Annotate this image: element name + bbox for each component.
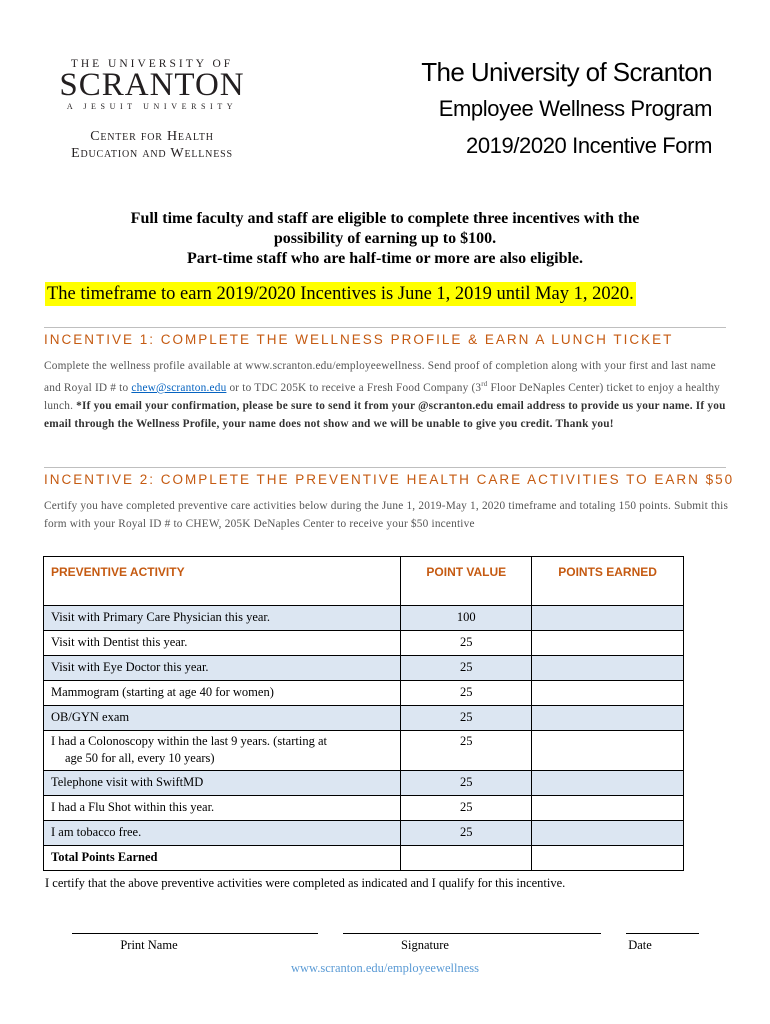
footer-website-link[interactable]: www.scranton.edu/employeewellness xyxy=(290,961,480,975)
activity-cell: Visit with Dentist this year. xyxy=(44,631,401,656)
points-earned-field[interactable] xyxy=(532,606,684,631)
chew-email-link[interactable]: chew@scranton.edu xyxy=(131,381,227,394)
points-earned-field[interactable] xyxy=(532,706,684,731)
header-titles xyxy=(421,55,712,165)
logo-line-1: THE UNIVERSITY OF xyxy=(70,58,234,70)
total-points-label: Total Points Earned xyxy=(44,846,401,871)
activity-cell xyxy=(44,731,401,771)
logo-tagline: A JESUIT UNIVERSITY xyxy=(66,102,238,111)
center-name-line-2: Education and Wellness xyxy=(71,146,233,161)
point-value-cell: 25 xyxy=(401,631,532,656)
point-value-cell: 25 xyxy=(401,821,532,846)
eligibility-line-2: possibility of earning up to $100. xyxy=(273,230,497,247)
table-row xyxy=(44,631,684,656)
program-title: Employee Wellness Program xyxy=(438,96,712,121)
header-preventive-activity: PREVENTIVE ACTIVITY xyxy=(44,557,401,606)
point-value-cell: 100 xyxy=(401,606,532,631)
table-row xyxy=(44,656,684,681)
activity-cell: OB/GYN exam xyxy=(44,706,401,731)
point-value-cell: 25 xyxy=(401,731,532,771)
signature-label: Signature xyxy=(401,938,449,952)
point-value-cell: 25 xyxy=(401,656,532,681)
university-logo xyxy=(52,58,252,162)
preventive-activities-table xyxy=(43,556,684,871)
header-point-value: POINT VALUE xyxy=(401,557,532,606)
points-earned-field[interactable] xyxy=(532,771,684,796)
eligibility-line-3: Part-time staff who are half-time or more are also eligible. xyxy=(186,250,584,267)
print-name-label: Print Name xyxy=(120,938,178,952)
incentive-1-text-b: or to TDC 205K to receive a Fresh Food Company (3 xyxy=(226,381,482,394)
points-earned-field[interactable] xyxy=(532,656,684,681)
points-earned-field[interactable] xyxy=(532,796,684,821)
table-row xyxy=(44,771,684,796)
superscript-rd: rd xyxy=(481,380,488,388)
total-point-value-cell xyxy=(401,846,532,871)
table-row xyxy=(44,706,684,731)
total-row xyxy=(44,846,684,871)
logo-wordmark: SCRANTON xyxy=(59,67,245,103)
activity-cell: Visit with Eye Doctor this year. xyxy=(44,656,401,681)
table-row xyxy=(44,796,684,821)
print-name-line[interactable] xyxy=(72,920,318,934)
page-title: The University of Scranton xyxy=(421,57,712,87)
point-value-cell: 25 xyxy=(401,796,532,821)
points-earned-field[interactable] xyxy=(532,631,684,656)
activity-cell: Telephone visit with SwiftMD xyxy=(44,771,401,796)
activity-line-2: age 50 for all, every 10 years) xyxy=(65,751,215,765)
header-points-earned: POINTS EARNED xyxy=(532,557,684,606)
table-row xyxy=(44,606,684,631)
activity-cell: I had a Flu Shot within this year. xyxy=(44,796,401,821)
table-row xyxy=(44,681,684,706)
activity-line-1: I had a Colonoscopy within the last 9 years. (starting at xyxy=(51,734,327,748)
table-row xyxy=(44,731,684,771)
activity-cell: Mammogram (starting at age 40 for women) xyxy=(44,681,401,706)
point-value-cell: 25 xyxy=(401,706,532,731)
incentive-2-description: Certify you have completed preventive care activities below during the June 1, 2019-May 1, 2020 timeframe and totaling 150 points. Submit this form with your Royal ID # to CHEW, 205K DeNaples Center to receive your $50 incentive xyxy=(44,500,729,530)
points-earned-field[interactable] xyxy=(532,731,684,771)
date-line[interactable] xyxy=(626,920,699,934)
signature-line[interactable] xyxy=(343,920,601,934)
timeframe-notice: The timeframe to earn 2019/2020 Incentives is June 1, 2019 until May 1, 2020. xyxy=(47,284,634,304)
form-title: 2019/2020 Incentive Form xyxy=(466,133,712,158)
point-value-cell: 25 xyxy=(401,771,532,796)
incentive-1-description xyxy=(44,357,730,433)
incentive-1-heading: INCENTIVE 1: COMPLETE THE WELLNESS PROFILE & EARN A LUNCH TICKET xyxy=(44,327,726,347)
incentive-2-heading: INCENTIVE 2: COMPLETE THE PREVENTIVE HEALTH CARE ACTIVITIES TO EARN $50 xyxy=(44,467,726,487)
certification-statement: I certify that the above preventive activities were completed as indicated and I qualify for this incentive. xyxy=(45,876,566,890)
table-row xyxy=(44,821,684,846)
eligibility-line-1: Full time faculty and staff are eligible to complete three incentives with the xyxy=(130,210,640,227)
incentive-1-email-note: *If you email your confirmation, please be sure to send it from your @scranton.edu email address to provide us your name. If you email through the Wellness Profile, your name does not show and we will be unable to give you credit. Thank you! xyxy=(44,399,726,430)
activity-cell: Visit with Primary Care Physician this year. xyxy=(44,606,401,631)
points-earned-field[interactable] xyxy=(532,821,684,846)
point-value-cell: 25 xyxy=(401,681,532,706)
incentive-1-text-a: Complete the wellness profile available at www.scranton.edu/employeewellness. Send proof of completion along with your first and last name and Royal ID # to xyxy=(44,360,716,394)
center-name-line-1: Center for Health xyxy=(90,129,214,144)
activity-cell: I am tobacco free. xyxy=(44,821,401,846)
table-header-row xyxy=(44,557,684,606)
eligibility-statement xyxy=(40,209,730,269)
date-label: Date xyxy=(628,938,652,952)
incentive-1-text-c: Floor DeNaples Center) ticket to enjoy a healthy lunch. xyxy=(44,381,721,412)
total-points-earned-field[interactable] xyxy=(532,846,684,871)
points-earned-field[interactable] xyxy=(532,681,684,706)
